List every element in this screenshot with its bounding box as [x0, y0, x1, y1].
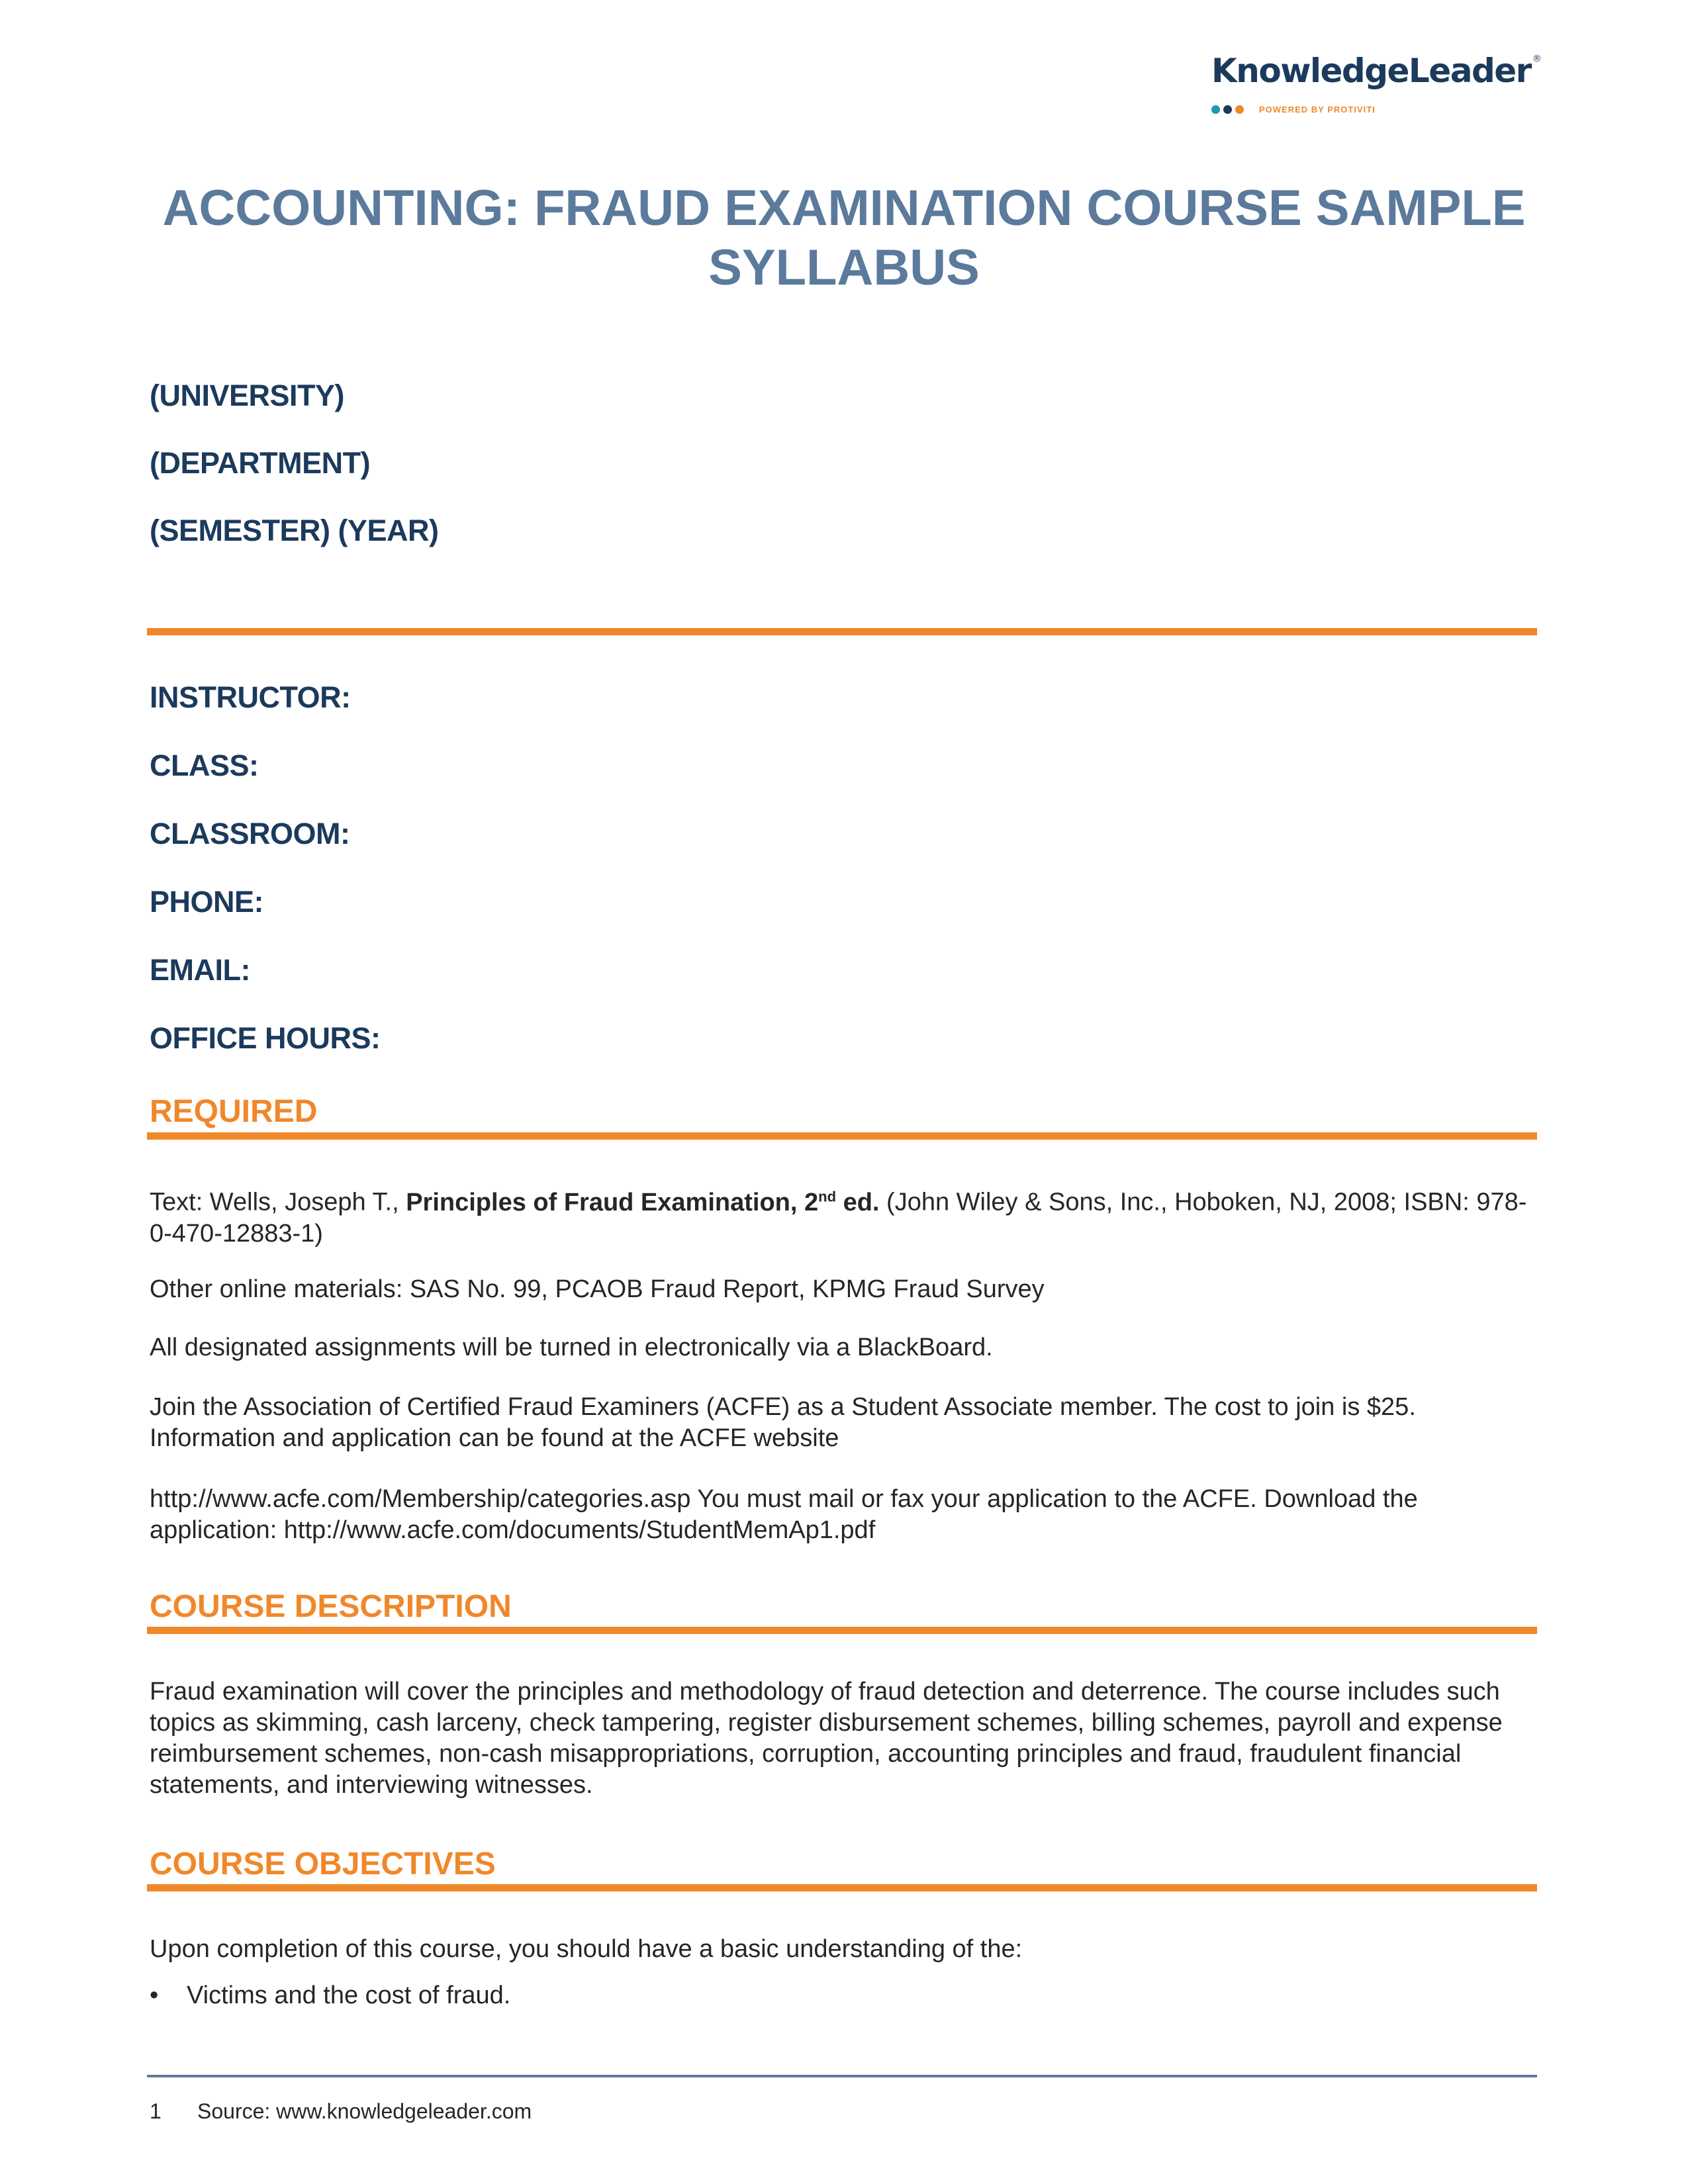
- bullet-icon: •: [150, 1981, 159, 2009]
- course-description-heading: COURSE DESCRIPTION: [150, 1589, 512, 1624]
- course-description-rule: [147, 1627, 1537, 1634]
- phone-label: PHONE:: [150, 885, 264, 919]
- class-label: CLASS:: [150, 749, 259, 782]
- page-title: ACCOUNTING: FRAUD EXAMINATION COURSE SAMPLE SYLLABUS: [162, 180, 1526, 296]
- department-field: (DEPARTMENT): [150, 446, 371, 480]
- objective-bullet-item: • Victims and the cost of fraud.: [150, 1981, 511, 2009]
- logo-tagline: POWERED BY PROTIVITI: [1259, 105, 1376, 114]
- other-materials: Other online materials: SAS No. 99, PCAOB Fraud Report, KPMG Fraud Survey: [150, 1275, 1045, 1303]
- logo-tagline-row: [1211, 105, 1556, 114]
- course-objectives-heading: COURSE OBJECTIVES: [150, 1846, 496, 1882]
- course-description-text: Fraud examination will cover the principles and methodology of fraud detection and deterrence. The course includes such topics as skimming, cash larceny, check tampering, register disbursement schemes, billing schemes, payroll and expense reimbursement schemes, non-cash misappropriations, corruption, accounting principles and fraud, fraudulent financial statements, and interviewing witnesses.: [150, 1678, 1503, 1799]
- assignments-note: All designated assignments will be turned in electronically via a BlackBoard.: [150, 1334, 993, 1361]
- course-objectives-intro: Upon completion of this course, you should have a basic understanding of the:: [150, 1935, 1023, 1963]
- page-footer: [150, 2099, 532, 2124]
- footer-rule: [147, 2075, 1537, 2077]
- footer-source: Source: www.knowledgeleader.com: [197, 2099, 532, 2123]
- knowledgeleader-logo: [1211, 54, 1556, 114]
- semester-year-field: (SEMESTER) (YEAR): [150, 514, 439, 547]
- section-divider: [147, 628, 1537, 635]
- acfe-links-paragraph: http://www.acfe.com/Membership/categories.asp You must mail or fax your application to the ACFE. Download the application: http://www.acfe.com/documents/StudentMemAp1.pdf: [150, 1485, 1418, 1544]
- logo-wordmark: KnowledgeLeader ®: [1211, 52, 1541, 90]
- required-heading: REQUIRED: [150, 1094, 318, 1129]
- course-objectives-rule: [147, 1884, 1537, 1891]
- university-field: (UNIVERSITY): [150, 379, 345, 412]
- logo-dot-teal-icon: [1211, 105, 1220, 114]
- page-number: 1: [150, 2099, 162, 2123]
- classroom-label: CLASSROOM:: [150, 817, 350, 850]
- email-label: EMAIL:: [150, 953, 250, 987]
- office-hours-label: OFFICE HOURS:: [150, 1021, 381, 1055]
- required-rule: [147, 1132, 1537, 1140]
- acfe-join-paragraph: Join the Association of Certified Fraud Examiners (ACFE) as a Student Associate member. The cost to join is $25. Information and application can be found at the ACFE website: [150, 1393, 1416, 1452]
- logo-dot-blue-icon: [1223, 105, 1232, 114]
- required-text-citation: Text: Wells, Joseph T., Principles of Fraud Examination, 2nd ed. (John Wiley & Sons, Inc., Hoboken, NJ, 2008; ISBN: 978-0-470-12883-1): [150, 1188, 1527, 1248]
- logo-dot-orange-icon: [1235, 105, 1244, 114]
- instructor-label: INSTRUCTOR:: [150, 680, 351, 714]
